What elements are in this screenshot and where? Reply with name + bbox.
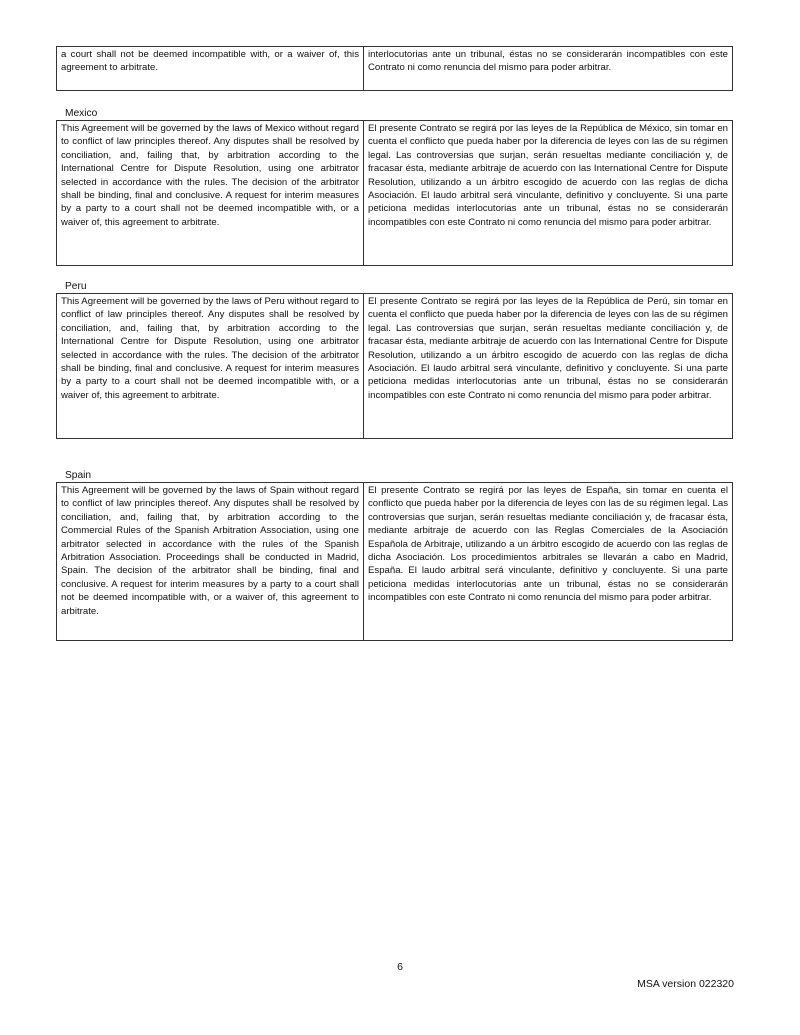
clause-table-mexico — [56, 120, 733, 266]
spanish-clause-text: El presente Contrato se regirá por las leyes de España, sin tomar en cuenta el conflicto que pueda haber por la diferencia de leyes con las de su régimen legal. Las controversias que surjan, serán resueltas mediante conciliación y, de fracasar ésta, mediante arbitraje de acuerdo con las Reglas Comerciales de la Asociación Española de Arbitraje, utilizando a un árbitro escogido de acuerdo con las reglas de dicha Asociación. Los procedimientos arbitrales se llevarán a cabo en Madrid, España. El laudo arbitral será vinculante, definitivo y concluyente. Si una parte peticiona medidas interlocutorias ante un tribunal, éstas no se considerarán incompatibles con este Contrato ni como renuncia del mismo para poder arbitrar. — [364, 483, 733, 641]
clause-table-peru — [56, 293, 733, 439]
section-spain — [56, 470, 732, 641]
clause-table-spain — [56, 482, 733, 641]
spanish-clause-text: El presente Contrato se regirá por las leyes de la República de Perú, sin tomar en cuenta el conflicto que pueda haber por la diferencia de leyes con las de su régimen legal. Las controversias que surjan, serán resueltas mediante conciliación y, de fracasar ésta, mediante arbitraje de acuerdo con las International Centre for Dispute Resolution, utilizando a un árbitro escogido de acuerdo con las reglas de dicha Asociación. El laudo arbitral será vinculante, definitivo y concluyente. Si una parte peticiona medidas interlocutorias ante un tribunal, éstas no se considerarán incompatibles con este Contrato ni como renuncia del mismo para poder arbitrar. — [364, 294, 733, 439]
spanish-clause-text: interlocutorias ante un tribunal, éstas no se considerarán incompatibles con este Contrato ni como renuncia del mismo para poder arbitrar. — [364, 47, 733, 91]
english-clause-text: This Agreement will be governed by the laws of Mexico without regard to conflict of law principles thereof. Any disputes shall be resolved by conciliation, and, failing that, by arbitration according to the International Centre for Dispute Resolution, using one arbitrator selected in accordance with the rules. The decision of the arbitrator shall be binding, final and conclusive. A request for interim measures by a party to a court shall not be deemed incompatible with, or a waiver of, this agreement to arbitrate. — [57, 121, 364, 266]
section-peru — [56, 281, 732, 439]
version-label: MSA version 022320 — [637, 978, 734, 990]
english-clause-text: a court shall not be deemed incompatible with, or a waiver of, this agreement to arbitrate. — [57, 47, 364, 91]
table-row — [57, 47, 733, 91]
english-clause-text: This Agreement will be governed by the laws of Peru without regard to conflict of law principles thereof. Any disputes shall be resolved by conciliation, and, failing that, by arbitration according to the International Centre for Dispute Resolution, using one arbitrator selected in accordance with the rules. The decision of the arbitrator shall be binding, final and conclusive. A request for interim measures by a party to a court shall not be deemed incompatible with, or a waiver of, this agreement to arbitrate. — [57, 294, 364, 439]
table-row — [57, 121, 733, 266]
continuation-block — [56, 46, 732, 91]
country-label: Mexico — [65, 108, 98, 119]
section-mexico — [56, 108, 732, 266]
page-number: 6 — [397, 961, 403, 973]
country-label: Spain — [65, 470, 92, 481]
table-row — [57, 483, 733, 641]
english-clause-text: This Agreement will be governed by the laws of Spain without regard to conflict of law principles thereof. Any disputes shall be resolved by conciliation, and, failing that, by arbitration according to the Commercial Rules of the Spanish Arbitration Association, using one arbitrator selected in accordance with the rules of the Spanish Arbitration Association. Proceedings shall be conducted in Madrid, Spain. The decision of the arbitrator shall be binding, final and conclusive. A request for interim measures by a party to a court shall not be deemed incompatible with, or a waiver of, this agreement to arbitrate. — [57, 483, 364, 641]
spanish-clause-text: El presente Contrato se regirá por las leyes de la República de México, sin tomar en cuenta el conflicto que pueda haber por la diferencia de leyes con las de su régimen legal. Las controversias que surjan, serán resueltas mediante conciliación y, de fracasar ésta, mediante arbitraje de acuerdo con las International Centre for Dispute Resolution, utilizando a un árbitro escogido de acuerdo con las reglas de dicha Asociación. El laudo arbitral será vinculante, definitivo y concluyente. Si una parte peticiona medidas interlocutorias ante un tribunal, éstas no se considerarán incompatibles con este Contrato ni como renuncia del mismo para poder arbitrar. — [364, 121, 733, 266]
country-label: Peru — [65, 281, 87, 292]
continuation-table — [56, 46, 733, 91]
table-row — [57, 294, 733, 439]
